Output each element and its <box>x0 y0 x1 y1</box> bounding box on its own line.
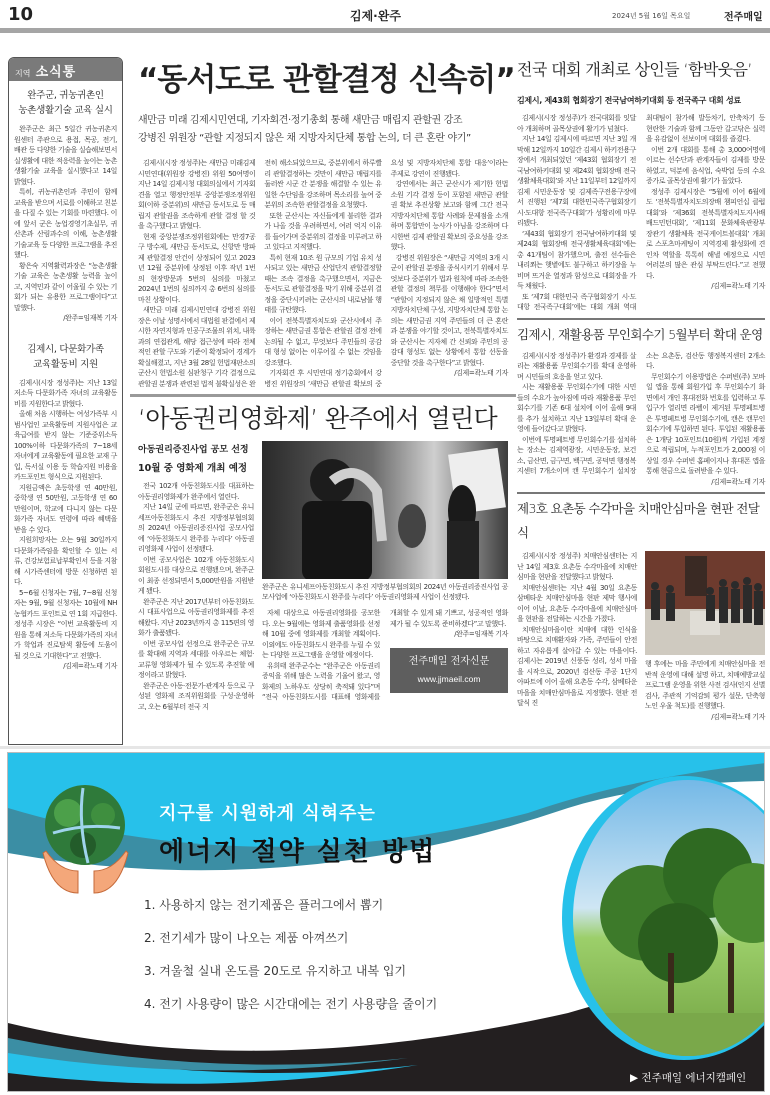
paragraph: 시는 재활용품 무인회수기에 대한 시민들의 수요가 높아짐에 따라 재활용품 무인회수기를 기존 6대 설치에 이어 올해 9대를 추가 설치하고 지난 13일부터 확대 운영에 들어갔다고 밝혔다. <box>517 383 636 433</box>
paragraph: 현재 중앙분쟁조정위원회에는 만경7공구 방수제, 새만금 동서도로, 신항만 방파제 관할결정 안건이 상정되어 있고 2023년 12월 중분위에 상정된 이후 작년 1번의 현장방문과 5번의 심의를 마쳤고 2024년 1번의 심의까지 총 6번의 심의를 마친 상황이다. <box>138 232 256 304</box>
sidebar-header <box>9 58 122 81</box>
paragraph: 치매안심센터는 지난 4월 30일 요촌동 삼베타운 치매안심마을 현판 제막 행사에 이어 이날, 요촌동 수각마을에 치매안심마을 현판을 전달하는 시간을 가졌다. <box>517 583 637 623</box>
paragraph: 완주군은 최근 5일간 귀농귀촌지원센터 주관으로 용접, 목공, 전기, 배관 등 다양한 기술을 실습해보면서 실생활에 대한 적응력을 높이는 농촌생활기술 교육을 실시했다고 14일 밝혔다. <box>14 125 117 186</box>
paragraph: 올해 처음 시행하는 여성가족부 시범사업인 교육활동비 지원사업은 교육급여를 받지 않는 기준중위소득 100%이하 다문화가족의 7~18세 자녀에게 교육활동에 필요한 교재 구입, 독서실 이용 등 학습지원 비용을 카드포인트 형식으로 지원된다. <box>14 410 117 481</box>
article-title: 농촌생활기술 교육 실시 <box>18 105 113 116</box>
divider <box>130 394 516 397</box>
section-title: 김제·완주 <box>350 9 401 23</box>
energy-tip: 3. 겨울철 실내 온도를 20도로 유지하고 내복 입기 <box>144 964 407 978</box>
article-headline: 제3호 요촌동 수각마을 치매안심마을 현판 전달식 <box>517 501 760 540</box>
byline: /완주=임재복 기자 <box>63 314 117 322</box>
paragraph: 김제시(시장 정성주)는 지난 13일 저소득 다문화가족 자녀의 교육활동비를 지원한다고 밝혔다. <box>14 378 117 408</box>
paragraph: 이번 공모사업 선정으로 완주군은 규모를 확대해 지역과 세대를 아우르는 체험·교류형 영화제가 될 수 있도록 추진할 예정이라고 밝혔다. <box>138 639 254 679</box>
promo-url[interactable]: www.jjmaeil.com <box>417 673 481 684</box>
sidebar-article <box>9 324 122 676</box>
ad-background <box>8 753 765 1092</box>
paragraph: 이번 2개 대회를 통해 총 3,000여명에 이르는 선수단과 관계자들이 김제를 방문하였고, 덕분에 음식업, 숙박업 등의 수요 증가로 골목상권에 활기가 돌았다. <box>646 145 765 185</box>
paragraph: 새만금 미래 김제시민연대 강병진 위원장은 이날 성명서에서 대법원 판결에서 제시한 자연지형과 인공구조물의 위치, 내륙과의 연접관계, 해당 접근성에 따라 전체적인 관할 구도와 기준이 확정되어 경계가 확실해졌고, 지난 3월 28일 헌법재판소의 군산시 헌법소원 심판청구 기각 결정으로 관할권 분쟁과 관련된 법적 불확실성은 완전히 해소되었으므로, 중분위에서 하루빨리 관할결정하는 것만이 새만금 매립지를 둘러싼 시군 간 분쟁을 해결할 수 있는 유일한 수단임을 강조하며 목소리를 높여 중분위의 조속한 관할결정을 요청했다. <box>138 159 382 388</box>
article-headline: 전국 대회 개최로 상인들 ‘함박웃음’ <box>517 60 752 79</box>
promo-title: 전주매일 전자신문 <box>408 655 490 667</box>
film-article-body <box>138 481 254 712</box>
film-article-row <box>138 441 508 712</box>
dementia-village-photo <box>645 551 765 655</box>
article-row <box>517 551 765 722</box>
paragraph: 특히, 귀농귀촌인과 주민이 함께 교육을 받으며 서로를 이해하고 친분을 다질 수 있는 기회를 마련했다. 이에 앞서 군은 농업경영기초실무, 귀산촌과 산림과수의 이해, 농촌생활 기술교육 등 다양한 프로그램을 추진했다. <box>14 188 117 259</box>
article-title: 완주군, 귀농귀촌인 <box>27 90 104 101</box>
paragraph: 기자회견 후 시민연대 정기총회에서 강병진 위원장의 ‘새만금 관할권 확보의 중요성 및 지방자치단체 통합 대응’이라는 주제로 강연이 진행됐다. <box>264 159 508 388</box>
article-subhead: 김제시, 제43회 협회장기 전국남여하키대회 등 전국족구 대회 성료 <box>517 96 741 105</box>
paragraph: 이번 공모사업은 102개 아동친화도시 회원도시를 대상으로 진행됐으며, 완주군이 최종 선정되면서 5,000만원을 지원받게 됐다. <box>138 555 254 595</box>
local-news-sidebar <box>8 57 123 745</box>
byline: /완주=임재복 기자 <box>454 630 508 638</box>
paragraph: 강병진 위원장은 “새만금 지역의 3개 시군이 관할권 분쟁을 종식시키기 위해서 무엇보다 중분위가 법과 원칙에 따라 조속한 관할 결정의 책무를 이행해야 한다”면서 “관할이 지정되지 않은 채 일방적인 특별지방자치단체 구성, 지방자치단체 통합 논의는 새만금권 지역 주민들의 더 큰 혼란과 분쟁을 야기할 것이고, 전북특별자치도와 군산시는 지자체 간 신뢰와 주민의 공감대 형성도 없는 상황에서 통합 선동을 중단할 것을 촉구한다”고 밝혔다. <box>390 253 508 367</box>
ad-footer <box>630 1070 746 1085</box>
right-column <box>517 55 765 722</box>
film-right-column <box>262 441 508 712</box>
paragraph: 지난 14일 군에 따르면, 완주군은 유니세프아동친화도시 추진 지방정부협의회의 2024년 아동권리증진사업 공모사업에 ‘아동친화도시 완주를 누리다’ 아동권리영화제 사업이 선정됐다. <box>138 503 254 553</box>
paragraph: 전국 102개 아동친화도시를 대표하는 아동권리영화제가 완주에서 열린다. <box>138 482 254 501</box>
main-article-body <box>138 158 508 389</box>
paragraph: 치매안심마을이란 치매에 대한 인식을 바탕으로 치매환자와 가족, 주민들이 안전하고 자유롭게 살아갈 수 있는 마을이다. 김제시는 2019년 신풍동 성리, 성서 마을을 시작으로, 2020년 검산동 주공 1단지 아파트에 이어 올해 요촌동 수각, 삼베타운 마을을 치매안심마을로 지정했다. 현판 전달식 진 <box>517 625 637 707</box>
sidebar-article <box>9 81 122 324</box>
paragraph: 정성주 김제시장은 “5월에 이어 6월에도 ‘전북특별자치도의장배 챔피언십 클럽대회’와 ‘제36회 전북특별자치도지사배 배드민턴대회’, ‘제11회 문화체육관광부장관기 생활체육 전국게이트볼대회’ 개최로 스포츠마케팅이 지역경제 활성화에 견인차 역할을 톡톡히 해낼 예정으로 시민 여러분의 많은 관심 부탁드린다.”고 전했다. <box>646 187 765 280</box>
paragraph: 완주군은 지난 2017년부터 아동친화도시 대표사업으로 아동권리영화제를 추진해왔다. 지난 2023년까지 총 115편의 영화가 출품됐다. <box>138 597 254 637</box>
ad-title-line-1: 지구를 시원하게 식혀주는 <box>159 803 376 824</box>
main-subhead: 강병진 위원장 “관할 지정되지 않은 채 지방자치단체 통합 논의, 더 큰 혼란 야기” <box>138 133 471 144</box>
paragraph: 5~6월 신청자는 7월, 7~8월 신청자는 9월, 9월 신청자는 10월에 NH농협카드 포인트로 연 1회 지급한다. 정성주 시장은 “이번 교육활동비 지원을 통해 저소득 다문화가족의 자녀가 학업과 진로탐색 활동에 도움이 될 것으로 기대한다”고 전했다. <box>14 588 117 660</box>
paragraph: 김제시(시장 정성주)는 새만금 미래김제시민연대(위원장 강병진) 위원 50여명이 지난 14일 김제시청 대회의실에서 기자회견을 열고 행정안전부 중앙분쟁조정위원회(이하 중분위)의 새만금 동서도로 등 매립지 관할권을 조속하게 관할 결정 할 것을 촉구했다고 밝혔다. <box>138 159 256 230</box>
paragraph: ‘제43회 협회장기 전국남여하키대회 및 제24회 협회장배 전국생활체육대회’에는 총 41개팀이 참가했으며, 출전 선수들은 내리쬐는 햇볕에도 불구하고 하키장을 누비며 뜨거운 열정과 함성으로 대회장을 가득 채웠다. <box>517 229 636 290</box>
byline: /김제=곽노태 기자 <box>63 662 117 670</box>
paragraph: 이어 전북특별자치도와 군산시에서 주장하는 새만금권 통합은 관할권 결정 전에 논의될 수 없고, 무엇보다 주민들의 공감대 형성 없이는 이루어질 수 없는 것임을 강조했다. <box>264 316 382 367</box>
paragraph: 강연에서는 최근 군산시가 제기한 헌법소원 기각 결정 등이 포함된 새만금 관할권 확보 추진상황 보고와 함께 그간 전국 지방자치단체 통합 사례와 문제점을 소개하며 통합만이 능사가 아님을 강조하며 다시한번 김제 관할권 확보의 중요성을 강조했다. <box>390 180 508 251</box>
article-body-continued <box>645 659 765 722</box>
film-headline: ‘아동권리영화제’ 완주에서 열린다 <box>138 404 498 433</box>
page-header <box>0 0 770 34</box>
e-newspaper-promo[interactable] <box>390 648 508 693</box>
energy-tip: 2. 전기세가 많이 나오는 제품 아껴쓰기 <box>144 931 349 945</box>
divider <box>517 492 765 494</box>
paragraph: 지난 14일 김제시에 따르면 지난 3일 개막해 12일까지 10일간 김제시 하키전용구장에서 개최되었던 ‘제43회 협회장기 전국남여하키대회 및 제24회 협회장배 전국생활체육대회’와 지난 11일부터 12일까지 김제 시민운동장 및 김제족구전용구장에서 진행된 ‘제7회 대한민국족구협회장기 시·도대항 전국족구대회’가 성황리에 마무리됐다. <box>517 135 636 227</box>
paper-name: 전주매일 <box>724 12 763 23</box>
paragraph: 또한 군산시는 자신들에게 불리한 결과가 나올 것을 우려하면서, 여러 억지 이유를 들어가며 중분위의 결정을 미루려고 하고 있다고 지적했다. <box>264 211 382 251</box>
main-subhead: 새만금 미래 김제시민연대, 기자회견·정기총회 통해 새만금 매립지 관할권 강조 <box>138 115 463 126</box>
energy-tip: 1. 사용하지 않는 전기제품은 플러그에서 뽑기 <box>144 898 384 912</box>
byline: /김제=곽노태 기자 <box>711 282 765 290</box>
center-column <box>138 52 515 712</box>
paragraph: 김제시(시장 정성주) 치매안심센터는 지난 14일 제3호 요촌동 수각마을에 치매안심마을 현판을 전달했다고 밝혔다. <box>517 552 637 581</box>
play-triangle-icon: ▶ <box>630 1072 642 1084</box>
divider <box>517 318 765 320</box>
film-left-column <box>138 441 254 712</box>
film-photo-caption: 완주군은 유니세프아동친화도시 추진 지방정부협의회의 2024년 아동권리증진사업 공모사업에 ‘아동친화도시 완주를 누리다’ 아동권리영화제 사업이 선정됐다. <box>262 583 508 601</box>
paragraph: 김제시(시장 정성주)가 전국대회를 잇달아 개최하며 골목상권에 활기가 넘쳤다. <box>517 114 636 133</box>
group-photo-illustration <box>645 551 765 655</box>
sidebar-label-small: 지역 <box>15 69 31 78</box>
header-rule <box>0 28 770 33</box>
article-body <box>14 124 117 324</box>
paragraph: 특히 현재 10조 원 규모의 기업 유치 성사되고 있는 새만금 산업단지 관할결정할 때는 조속 결정을 촉구했으면서, 지금은 동서도로 관할결정을 막기 위해 중분위 결정을 중단시키려는 군산시의 내로남불 행태를 규탄했다. <box>264 253 382 314</box>
film-subhead: 아동권리증진사업 공모 선정 <box>138 445 249 455</box>
campaign-label: 전주매일 에너지캠페인 <box>641 1072 747 1084</box>
article-body <box>517 351 765 488</box>
article-right-part <box>645 551 765 722</box>
paragraph: 완주군은 아동·전문가·관계자 등으로 구성된 영화제 조직위원회를 구성·운영하고, 오는 6월부터 전국 지 <box>138 681 254 711</box>
paragraph: 김제시(시장 정성주)가 환경과 경제를 살리는 재활용품 무인회수기를 확대 운영하며 시민들의 호응을 얻고 있다. <box>517 351 636 381</box>
film-photo <box>262 441 508 579</box>
sidebar-label-big: 소식통 <box>35 65 77 80</box>
article-body <box>14 378 117 672</box>
byline: /김제=곽노태 기자 <box>454 369 508 377</box>
paragraph: 유희태 완주군수는 “완주군은 아동권리 증익을 위해 많은 노력을 기울여 왔고, 영화제의 노하우도 상당히 축적돼 있다”며 “전국 아동친화도시를 대표해 영화제를 개최할 수 있게 돼 기쁘고, 성공적인 영화제가 될 수 있도록 준비하겠다”고 말했다. <box>262 609 508 701</box>
energy-tip: 4. 전기 사용량이 많은 시간대에는 전기 사용량을 줄이기 <box>144 997 438 1011</box>
film-article-body-continued <box>262 608 508 703</box>
byline: /김제=곽노태 기자 <box>711 477 765 486</box>
paragraph: 지원금액은 초등학생 연 40만원, 중학생 연 50만원, 고등학생 연 60만원이며, 학교에 다니지 않는 다문화가족 자녀도 연령에 따라 혜택을 받을 수 있다. <box>14 483 117 534</box>
article-body <box>517 551 637 722</box>
paragraph: 자체 대상으로 아동권리영화를 공모한다. 오는 9월에는 영화제 출품영화를 선정해 10월 중에 영화제를 개최할 계획이다. 이외에도 아동친화도시 완주를 누릴 수 있는 다양한 프로그램을 운영할 예정이다. <box>262 609 380 659</box>
film-subhead: 10월 중 영화제 개최 예정 <box>138 463 248 474</box>
page-number: 10 <box>8 4 34 25</box>
article-headline: 김제시, 재활용품 무인회수기 5월부터 확대 운영 <box>517 326 763 342</box>
main-headline: “동서도로 관할결정 신속히” <box>138 62 515 98</box>
article-title: 교육활동비 지원 <box>33 358 98 370</box>
paragraph: 지원희망자는 오는 9월 30일까지 다문화가족임을 확인할 수 있는 서류, 건강보험료납부확인서 등을 지참해 시가족센터에 방문 신청하면 된다. <box>14 536 117 586</box>
paragraph: 이번에 투명페트병 무인회수기를 설치하는 장소는 김제역광장, 시민운동장, 보건소, 금산면, 금구면, 백구면, 공덕면 행정복지센터 7개소이며 캔 무인회수기 설치장소는 요촌동, 검산동 행정복지센터 2개소다. <box>517 351 765 475</box>
article-body <box>517 113 765 313</box>
paragraph: 무인회수기 이용방법은 수퍼빈(주) 모바일 앱을 통해 회원가입 후 무인회수기 화면에서 개인 휴대전화 번호를 입력하고 투입구가 열리면 라벨이 제거된 투명페트병은 투명페트병 무인회수기에, 캔은 캔무인회수기에 투입하면 된다. 투입된 재활용품은 1개당 10포인트(10원)씩 가입된 계정으로 적립되며, 누적포인트가 2,000점 이상일 경우 수퍼빈 홈페이지나 휴대폰 앱을 통해 현금으로 돌려받을 수 있다. <box>646 372 765 475</box>
byline: /김제=곽노태 기자 <box>711 712 765 721</box>
article-title: 김제시, 다문화가족 <box>27 343 104 355</box>
paragraph: 황은숙 지역활력과장은 “농촌생활기술 교육은 농촌생활 능력을 높이고, 지역민과 같이 어울릴 수 있는 기회가 되는 유용한 프로그램이다”고 말했다. <box>14 261 117 312</box>
issue-date: 2024년 5월 16일 목요일 <box>612 12 691 20</box>
ad-title-line-2: 에너지 절약 실천 방법 <box>159 837 437 867</box>
energy-campaign-ad <box>7 752 765 1092</box>
people-photo-illustration <box>262 441 508 579</box>
section-divider <box>0 746 770 749</box>
paragraph: 행 후에는 마을 주민에게 치매안심마을 전반적 운영에 대해 설명 하고, 치매예방교실 프로그램 운영을 위한 사전 검사(인지 선별검사, 주관적 기억감퇴 평가 설문, 단축형 노인 우울 척도)를 진행했다. <box>645 660 765 710</box>
paragraph: 또 ‘제7회 대한민국 족구협회장기 시·도대항 전국족구대회’에는 대회 개최 역대 최대팀이 참가해 발등차기, 안축차기 등 현란한 기술과 함께 그동안 갈고닦은 실력을 유감없이 선보이며 대회를 즐겼다. <box>517 114 765 311</box>
